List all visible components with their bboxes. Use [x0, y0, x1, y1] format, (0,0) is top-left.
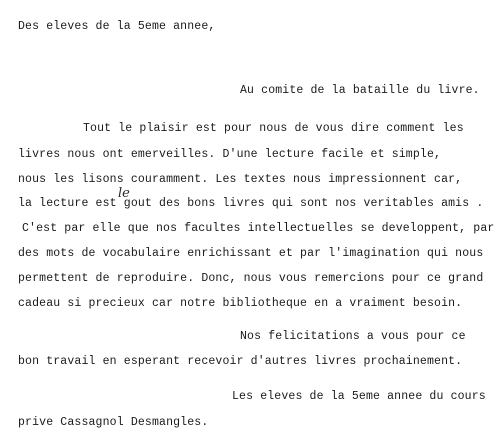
body-line-1: Tout le plaisir est pour nous de vous dire comment les: [83, 122, 464, 135]
letter-recipient-line: Au comite de la bataille du livre.: [240, 84, 480, 97]
body-line-3: nous les lisons couramment. Les textes nous impressionnent car,: [18, 173, 463, 186]
body-line-2: livres nous ont emerveilles. D'une lecture facile et simple,: [18, 148, 442, 161]
signature-line-2: prive Cassagnol Desmangles.: [18, 416, 209, 429]
body-line-4: la lecture est gout des bons livres qui sont nos veritables amis .: [18, 197, 484, 210]
body-line-5: C'est par elle que nos facultes intellectuelles se developpent, par: [22, 222, 495, 235]
closing-line-1: Nos felicitations a vous pour ce: [240, 330, 466, 343]
letter-sender-line: Des eleves de la 5eme annee,: [18, 20, 216, 33]
body-line-8: cadeau si precieux car notre bibliotheque en a vraiment besoin.: [18, 297, 463, 310]
handwritten-insertion: le: [118, 186, 130, 201]
body-line-7: permettent de reproduire. Donc, nous vous remercions pour ce grand: [18, 272, 484, 285]
signature-line-1: Les eleves de la 5eme annee du cours: [232, 390, 486, 403]
closing-line-2: bon travail en esperant recevoir d'autres livres prochainement.: [18, 355, 463, 368]
body-line-6: des mots de vocabulaire enrichissant et par l'imagination qui nous: [18, 247, 484, 260]
